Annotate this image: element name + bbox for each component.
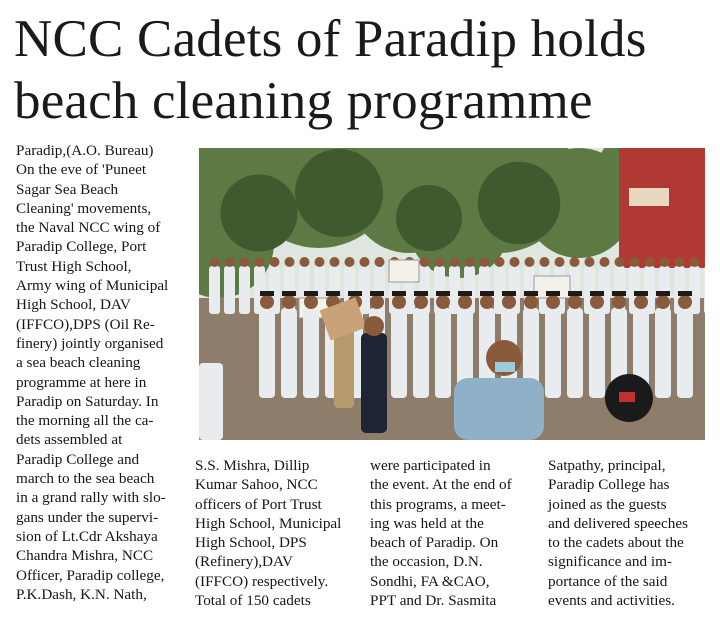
photo-cadet-back bbox=[704, 266, 705, 314]
article-line: joined as the guests bbox=[548, 495, 667, 513]
photo-cadet-head bbox=[435, 257, 445, 267]
photo-cadet-head bbox=[546, 295, 560, 309]
photo-cadet-head bbox=[450, 257, 460, 267]
photo-cadet-head bbox=[480, 257, 490, 267]
article-column-1 bbox=[16, 141, 188, 604]
photo-foreground-man bbox=[454, 378, 544, 440]
photo-tree-shade bbox=[396, 185, 462, 251]
article-line: PPT and Dr. Sasmita bbox=[370, 592, 497, 610]
article-line: this programs, a meet- bbox=[370, 495, 506, 513]
article-line: Cleaning' movements, bbox=[16, 199, 152, 217]
photo-cadet-head bbox=[612, 295, 626, 309]
photo-cadet-head bbox=[600, 257, 610, 267]
photo-left-cadet bbox=[199, 363, 223, 440]
article-line: P.K.Dash, K.N. Nath, bbox=[16, 585, 147, 603]
photo-cadet-mid bbox=[259, 308, 275, 398]
article-line: Officer, Paradip college, bbox=[16, 566, 165, 584]
photo-cadet-back bbox=[209, 266, 220, 314]
article-line: Trust High School, bbox=[16, 257, 132, 275]
photo-cadet-head bbox=[590, 295, 604, 309]
photo-cadet-head bbox=[392, 295, 406, 309]
article-line: (IFFCO),DPS (Oil Re- bbox=[16, 315, 155, 333]
article-line: events and activities. bbox=[548, 592, 675, 610]
photo-cadet-head bbox=[330, 257, 340, 267]
photo-cadet-back bbox=[359, 266, 370, 314]
photo-cadet-head bbox=[555, 257, 565, 267]
article-line: beach of Paradip. On bbox=[370, 534, 499, 552]
photo-cadet-head bbox=[285, 257, 295, 267]
article-line: dets assembled at bbox=[16, 431, 123, 449]
photo-cadet-mid bbox=[677, 308, 693, 398]
photo-cadet-head bbox=[568, 295, 582, 309]
article-line: and delivered speeches bbox=[548, 514, 688, 532]
article-line: ing was held at the bbox=[370, 514, 484, 532]
photo-cadet-mid bbox=[567, 308, 583, 398]
photo-helmet-stripe bbox=[619, 392, 635, 402]
photo-cadet-head bbox=[615, 257, 625, 267]
photo-cadet-head bbox=[480, 295, 494, 309]
cadets-rally-photo bbox=[199, 148, 705, 440]
photo-cadet-mid bbox=[589, 308, 605, 398]
photo-cadet-cap bbox=[414, 291, 428, 296]
article-line: march to the sea beach bbox=[16, 470, 155, 488]
photo-cadet-head bbox=[282, 295, 296, 309]
article-line: Sondhi, FA &CAO, bbox=[370, 572, 490, 590]
article-line: S.S. Mishra, Dillip bbox=[195, 457, 310, 474]
article-line: were participated in bbox=[370, 457, 491, 474]
article-line: (Refinery),DAV bbox=[195, 553, 293, 571]
photo-cadet-cap bbox=[590, 291, 604, 296]
photo-cadet-head bbox=[540, 257, 550, 267]
photo-cadet-cap bbox=[546, 291, 560, 296]
photo-cadet-head bbox=[260, 295, 274, 309]
photo-cadet-mid bbox=[391, 308, 407, 398]
article-line: programme at here in bbox=[16, 373, 147, 391]
article-line: to the cadets about the bbox=[548, 534, 684, 552]
photo-cadet-back bbox=[239, 266, 250, 314]
photo-cadet-head bbox=[495, 257, 505, 267]
article-column-3 bbox=[370, 456, 532, 610]
article-line: a sea beach cleaning bbox=[16, 354, 141, 372]
photo-cadet-back bbox=[494, 266, 505, 314]
photo-cadet-head bbox=[630, 257, 640, 267]
article-line: Total of 150 cadets bbox=[195, 592, 311, 610]
photo-cadet-cap bbox=[678, 291, 692, 296]
article-line: High School, DAV bbox=[16, 296, 131, 314]
article-line: High School, DPS bbox=[195, 534, 307, 552]
photo-cadet-head bbox=[678, 295, 692, 309]
photo-cadet-cap bbox=[392, 291, 406, 296]
photo-illustration bbox=[199, 148, 705, 440]
article-line: High School, Municipal bbox=[195, 514, 342, 532]
article-line: sion of Lt.Cdr Akshaya bbox=[16, 527, 158, 545]
article-line: finery) jointly organised bbox=[16, 334, 164, 352]
photo-cadet-cap bbox=[568, 291, 582, 296]
photo-cadet-head bbox=[420, 257, 430, 267]
photo-cadet-cap bbox=[502, 291, 516, 296]
photo-cadet-head bbox=[360, 257, 370, 267]
photo-cadet-head bbox=[502, 295, 516, 309]
photo-cadet-cap bbox=[326, 291, 340, 296]
headline-line-1: NCC Cadets of Paradip holds bbox=[14, 10, 647, 68]
photo-cadet-mid bbox=[545, 308, 561, 398]
photo-person-head bbox=[364, 316, 384, 336]
photo-cadet-back bbox=[449, 266, 460, 314]
photo-building bbox=[619, 148, 705, 268]
photo-cadet-head bbox=[645, 257, 655, 267]
article-line: in a grand rally with slo- bbox=[16, 489, 166, 507]
photo-cadet-mid bbox=[655, 308, 671, 398]
photo-cadet-head bbox=[465, 257, 475, 267]
photo-cadet-cap bbox=[656, 291, 670, 296]
article-line: the Naval NCC wing of bbox=[16, 219, 161, 237]
photo-cadet-mid bbox=[435, 308, 451, 398]
photo-cadet-mid bbox=[281, 308, 297, 398]
photo-dark-jacket-person bbox=[361, 333, 387, 433]
article-line: Paradip College and bbox=[16, 450, 140, 468]
article-line: Army wing of Municipal bbox=[16, 277, 169, 295]
photo-cadet-head bbox=[210, 257, 220, 267]
article-line: officers of Port Trust bbox=[195, 495, 322, 513]
photo-cadet-cap bbox=[348, 291, 362, 296]
article-line: Paradip on Saturday. In bbox=[16, 392, 159, 410]
photo-cadet-cap bbox=[260, 291, 274, 296]
photo-cadet-cap bbox=[612, 291, 626, 296]
article-line: Paradip College, Port bbox=[16, 238, 147, 256]
article-line: (IFFCO) respectively. bbox=[195, 572, 329, 590]
photo-cadet-head bbox=[370, 295, 384, 309]
article-line: Satpathy, principal, bbox=[548, 457, 666, 474]
photo-cadet-head bbox=[675, 257, 685, 267]
photo-cadet-head bbox=[660, 257, 670, 267]
photo-cadet-head bbox=[300, 257, 310, 267]
photo-cadet-cap bbox=[436, 291, 450, 296]
article-line: Paradip,(A.O. Bureau) bbox=[16, 142, 154, 159]
photo-cadet-head bbox=[690, 257, 700, 267]
photo-cadet-head bbox=[570, 257, 580, 267]
photo-cadet-head bbox=[304, 295, 318, 309]
article-line: portance of the said bbox=[548, 572, 668, 590]
article-line: Chandra Mishra, NCC bbox=[16, 547, 154, 565]
photo-cadet-mid bbox=[413, 308, 429, 398]
photo-tree-shade bbox=[295, 149, 383, 237]
photo-cadet-head bbox=[414, 295, 428, 309]
photo-cadet-cap bbox=[480, 291, 494, 296]
photo-cadet-cap bbox=[634, 291, 648, 296]
photo-cadet-head bbox=[345, 257, 355, 267]
photo-placard bbox=[389, 260, 419, 282]
photo-cadet-head bbox=[524, 295, 538, 309]
photo-cadet-head bbox=[255, 257, 265, 267]
photo-tree-shade bbox=[478, 162, 561, 245]
article-line: Paradip College has bbox=[548, 476, 670, 494]
photo-cadet-head bbox=[585, 257, 595, 267]
article-line: the occasion, D.N. bbox=[370, 553, 483, 571]
photo-cadet-head bbox=[634, 295, 648, 309]
photo-cadet-head bbox=[270, 257, 280, 267]
photo-cadet-cap bbox=[370, 291, 384, 296]
article-line: significance and im- bbox=[548, 553, 672, 571]
photo-cadet-head bbox=[225, 257, 235, 267]
photo-cadet-head bbox=[315, 257, 325, 267]
photo-cadet-head bbox=[525, 257, 535, 267]
photo-cadet-back bbox=[224, 266, 235, 314]
photo-cadet-head bbox=[458, 295, 472, 309]
photo-building-sign bbox=[629, 188, 669, 206]
article-column-2 bbox=[195, 456, 355, 610]
photo-cadet-cap bbox=[458, 291, 472, 296]
photo-cadet-head bbox=[656, 295, 670, 309]
photo-cadet-head bbox=[510, 257, 520, 267]
photo-cadet-head bbox=[436, 295, 450, 309]
photo-tree-shade bbox=[221, 175, 298, 252]
photo-cadet-head bbox=[240, 257, 250, 267]
headline bbox=[14, 8, 714, 132]
photo-cadet-head bbox=[375, 257, 385, 267]
photo-face-mask bbox=[495, 362, 515, 372]
article-line: On the eve of 'Puneet bbox=[16, 161, 147, 179]
headline-line-2: beach cleaning programme bbox=[14, 72, 593, 130]
article-line: the event. At the end of bbox=[370, 476, 512, 494]
article-line: Kumar Sahoo, NCC bbox=[195, 476, 318, 494]
photo-cadet-cap bbox=[282, 291, 296, 296]
photo-cadet-back bbox=[689, 266, 700, 314]
article-line: the morning all the ca- bbox=[16, 412, 154, 430]
photo-cadet-mid bbox=[303, 308, 319, 398]
photo-cadet-cap bbox=[304, 291, 318, 296]
article-line: Sagar Sea Beach bbox=[16, 180, 119, 198]
article-line: gans under the supervi- bbox=[16, 508, 159, 526]
article-column-4 bbox=[548, 456, 710, 610]
photo-cadet-cap bbox=[524, 291, 538, 296]
